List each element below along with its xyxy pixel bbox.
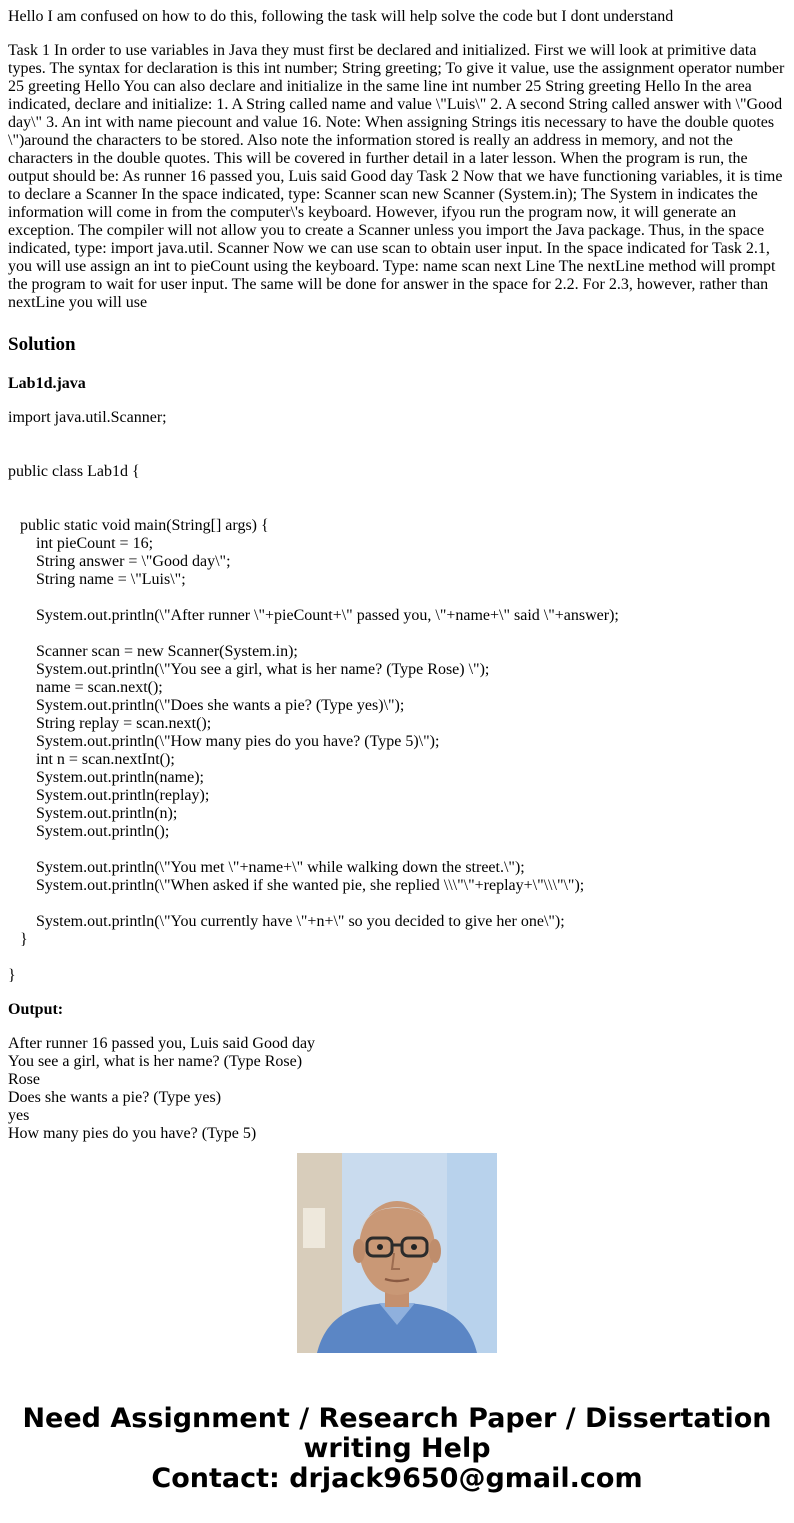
output-line: yes — [8, 1107, 30, 1124]
output-block — [8, 1035, 786, 1143]
output-line: Rose — [8, 1071, 40, 1088]
solution-code: import java.util.Scanner; public class Lab1d { public static void main(String[] args) { int pieCount = 16; String answer = \"Good day\"; String name = \"Luis\"; System.out.println(\"After runner \"+pieCount+\" passed you, \"+name+\" said \"+answer); Scanner scan = new Scanner(System.in); System.out.println(\"You see a girl, what is her name? (Type Rose) \"); name = scan.next(); System.out.println(\"Does she wants a pie? (Type yes)\"); String replay = scan.next(); System.out.println(\"How many pies do you have? (Type 5)\"); int n = scan.nextInt(); System.out.println(name); System.out.println(replay); System.out.println(n); System.out.println(); System.out.println(\"You met \"+name+\" while walking down the street.\"); System.out.println(\"When asked if she wanted pie, she replied \\\"\"+replay+\"\\\"\"); System.out.println(\"You currently have \"+n+\" so you decided to give her one\"); } } — [8, 409, 619, 984]
question-body: Task 1 In order to use variables in Java they must first be declared and initialized. First we will look at primitive data types. The syntax for declaration is this int number; String greeting; To give it value, use the assignment operator number 25 greeting Hello You can also declare and initialize in the same line int number 25 String greeting Hello In the area indicated, declare and initialize: 1. A String called name and value \"Luis\" 2. A second String called answer with \"Good day\" 3. An int with name piecount and value 16. Note: When assigning Strings itis necessary to have the double quotes \")around the characters to be stored. Also note the information stored is really an address in memory, and not the characters in the double quotes. This will be covered in further detail in a later lesson. When the program is run, the output should be: As runner 16 passed you, Luis said Good day Task 2 Now that we have functioning variables, it is time to declare a Scanner In the space indicated, type: Scanner scan new Scanner (System.in); The System in indicates the information will come in from the computer\'s keyboard. However, ifyou run the program now, it will generate an exception. The compiler will not allow you to create a Scanner unless you import the Java package. Thus, in the space indicated, type: import java.util. Scanner Now we can use scan to obtain user input. In the space indicated for Task 2.1, you will use assign an int to pieCount using the keyboard. Type: name scan next Line The nextLine method will prompt the program to wait for user input. The same will be done for answer in the space for 2.2. For 2.3, however, rather than nextLine you will use — [8, 42, 785, 311]
solution-filename: Lab1d.java — [8, 375, 86, 392]
avatar-illustration — [297, 1153, 497, 1353]
output-line: How many pies do you have? (Type 5) — [8, 1125, 257, 1142]
person-photo-icon — [297, 1153, 497, 1353]
document-content — [8, 0, 786, 1142]
output-line: After runner 16 passed you, Luis said Good day — [8, 1035, 316, 1052]
output-line: You see a girl, what is her name? (Type Rose) — [8, 1053, 303, 1070]
question-intro: Hello I am confused on how to do this, following the task will help solve the code but I dont understand — [8, 8, 674, 25]
promo-contact: Contact: drjack9650@gmail.com — [151, 1463, 643, 1494]
promo-banner — [0, 1404, 794, 1494]
solution-heading: Solution — [8, 334, 76, 355]
promo-line-1: Need Assignment / Research Paper / Dissertation — [22, 1403, 772, 1434]
output-line: Does she wants a pie? (Type yes) — [8, 1089, 222, 1106]
promo-line-2: writing Help — [303, 1433, 491, 1464]
output-label: Output: — [8, 1001, 64, 1018]
